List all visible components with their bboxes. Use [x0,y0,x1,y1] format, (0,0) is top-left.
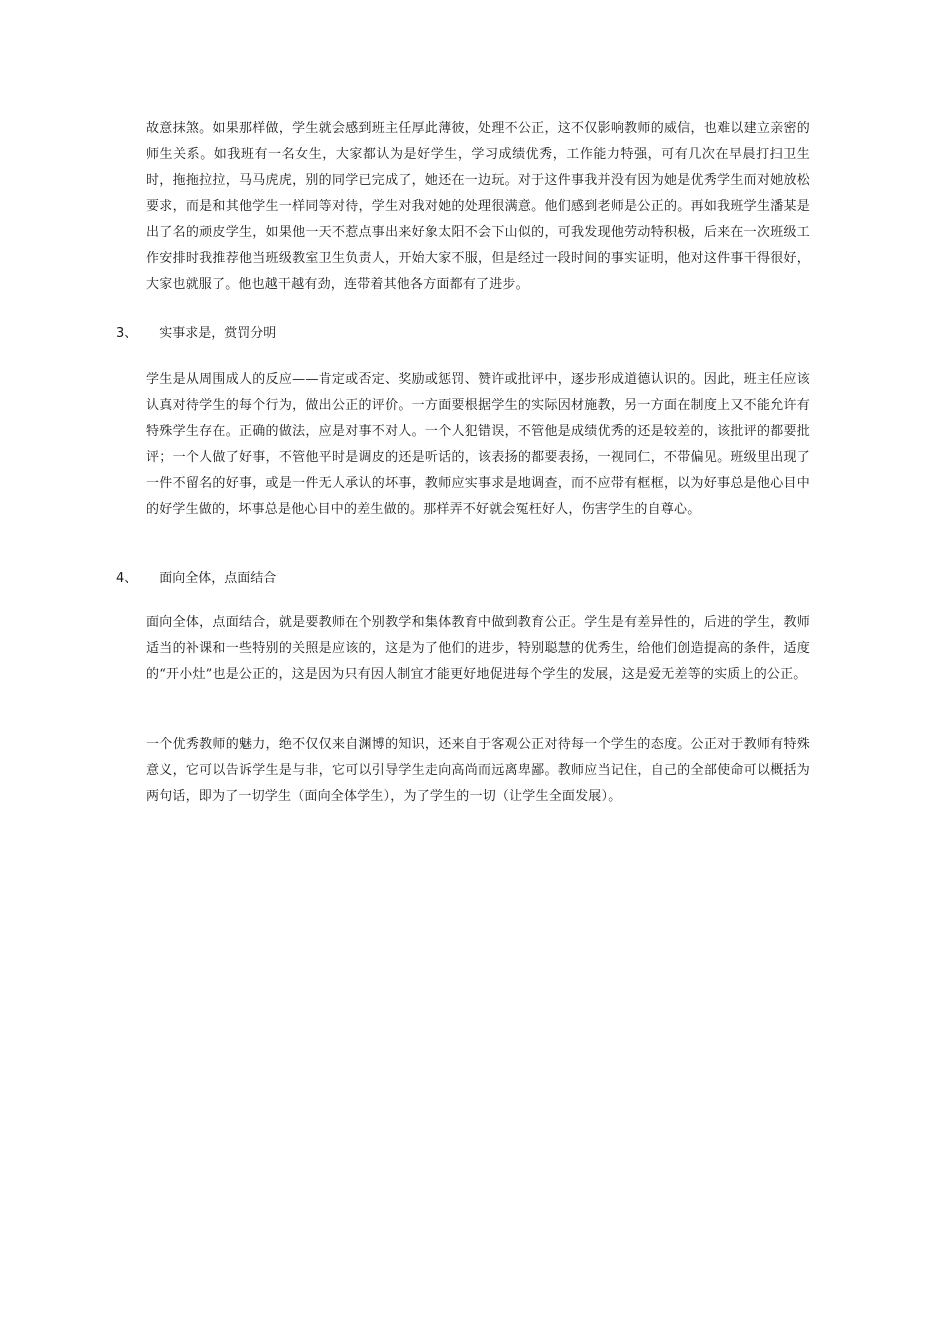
section-title: 面向全体，点面结合 [159,571,277,586]
section-number: 4、 [116,571,138,586]
section-title: 实事求是，赏罚分明 [159,326,277,341]
paragraph-reward-punishment: 学生是从周围成人的反应——肯定或否定、奖励或惩罚、赞许或批评中，逐步形成道德认识的。因此，班主任应该认真对待学生的每个行为，做出公正的评价。一方面要根据学生的实际因材施教，另一方面在制度上又不能允许有特殊学生存在。正确的做法，应是对事不对人。一个人犯错误，不管他是成绩优秀的还是较差的，该批评的都要批评；一个人做了好事，不管他平时是调皮的还是听话的，该表扬的都要表扬，一视同仁，不带偏见。班级里出现了一件不留名的好事，或是一件无人承认的坏事，教师应实事求是地调查，而不应带有框框，以为好事总是他心目中的好学生做的，坏事总是他心目中的差生做的。那样弄不好就会冤枉好人，伤害学生的自尊心。 [146,372,810,517]
paragraph-whole-and-individual: 面向全体，点面结合，就是要教师在个别教学和集体教育中做到教育公正。学生是有差异性的，后进的学生，教师适当的补课和一些特别的关照是应该的，这是为了他们的进步，特别聪慧的优秀生，给他们创造提高的条件，适度的“开小灶”也是公正的，这是因为只有因人制宜才能更好地促进每个学生的发展，这是爱无差等的实质上的公正。 [146,615,810,682]
paragraph-fairness-examples: 故意抹煞。如果那样做，学生就会感到班主任厚此薄彼，处理不公正，这不仅影响教师的威信，也难以建立亲密的师生关系。如我班有一名女生，大家都认为是好学生，学习成绩优秀，工作能力特强，可有几次在早晨打扫卫生时，拖拖拉拉，马马虎虎，别的同学已完成了，她还在一边玩。对于这件事我并没有因为她是优秀学生而对她放松要求，而是和其他学生一样同等对待，学生对我对她的处理很满意。他们感到老师是公正的。再如我班学生潘某是出了名的顽皮学生，如果他一天不惹点事出来好象太阳不会下山似的，可我发现他劳动特积极，后来在一次班级工作安排时我推荐他当班级教室卫生负责人，开始大家不服，但是经过一段时间的事实证明，他对这件事干得很好，大家也就服了。他也越干越有劲，连带着其他各方面都有了进步。 [146,121,810,292]
section-heading-3 [116,321,276,347]
section-heading-4 [116,566,276,592]
section-number: 3、 [116,326,138,341]
paragraph-conclusion: 一个优秀教师的魅力，绝不仅仅来自渊博的知识，还来自于客观公正对待每一个学生的态度。公正对于教师有特殊意义，它可以告诉学生是与非，它可以引导学生走向高尚而远离卑鄙。教师应当记住，自己的全部使命可以概括为两句话，即为了一切学生（面向全体学生），为了学生的一切（让学生全面发展）。 [146,737,810,804]
